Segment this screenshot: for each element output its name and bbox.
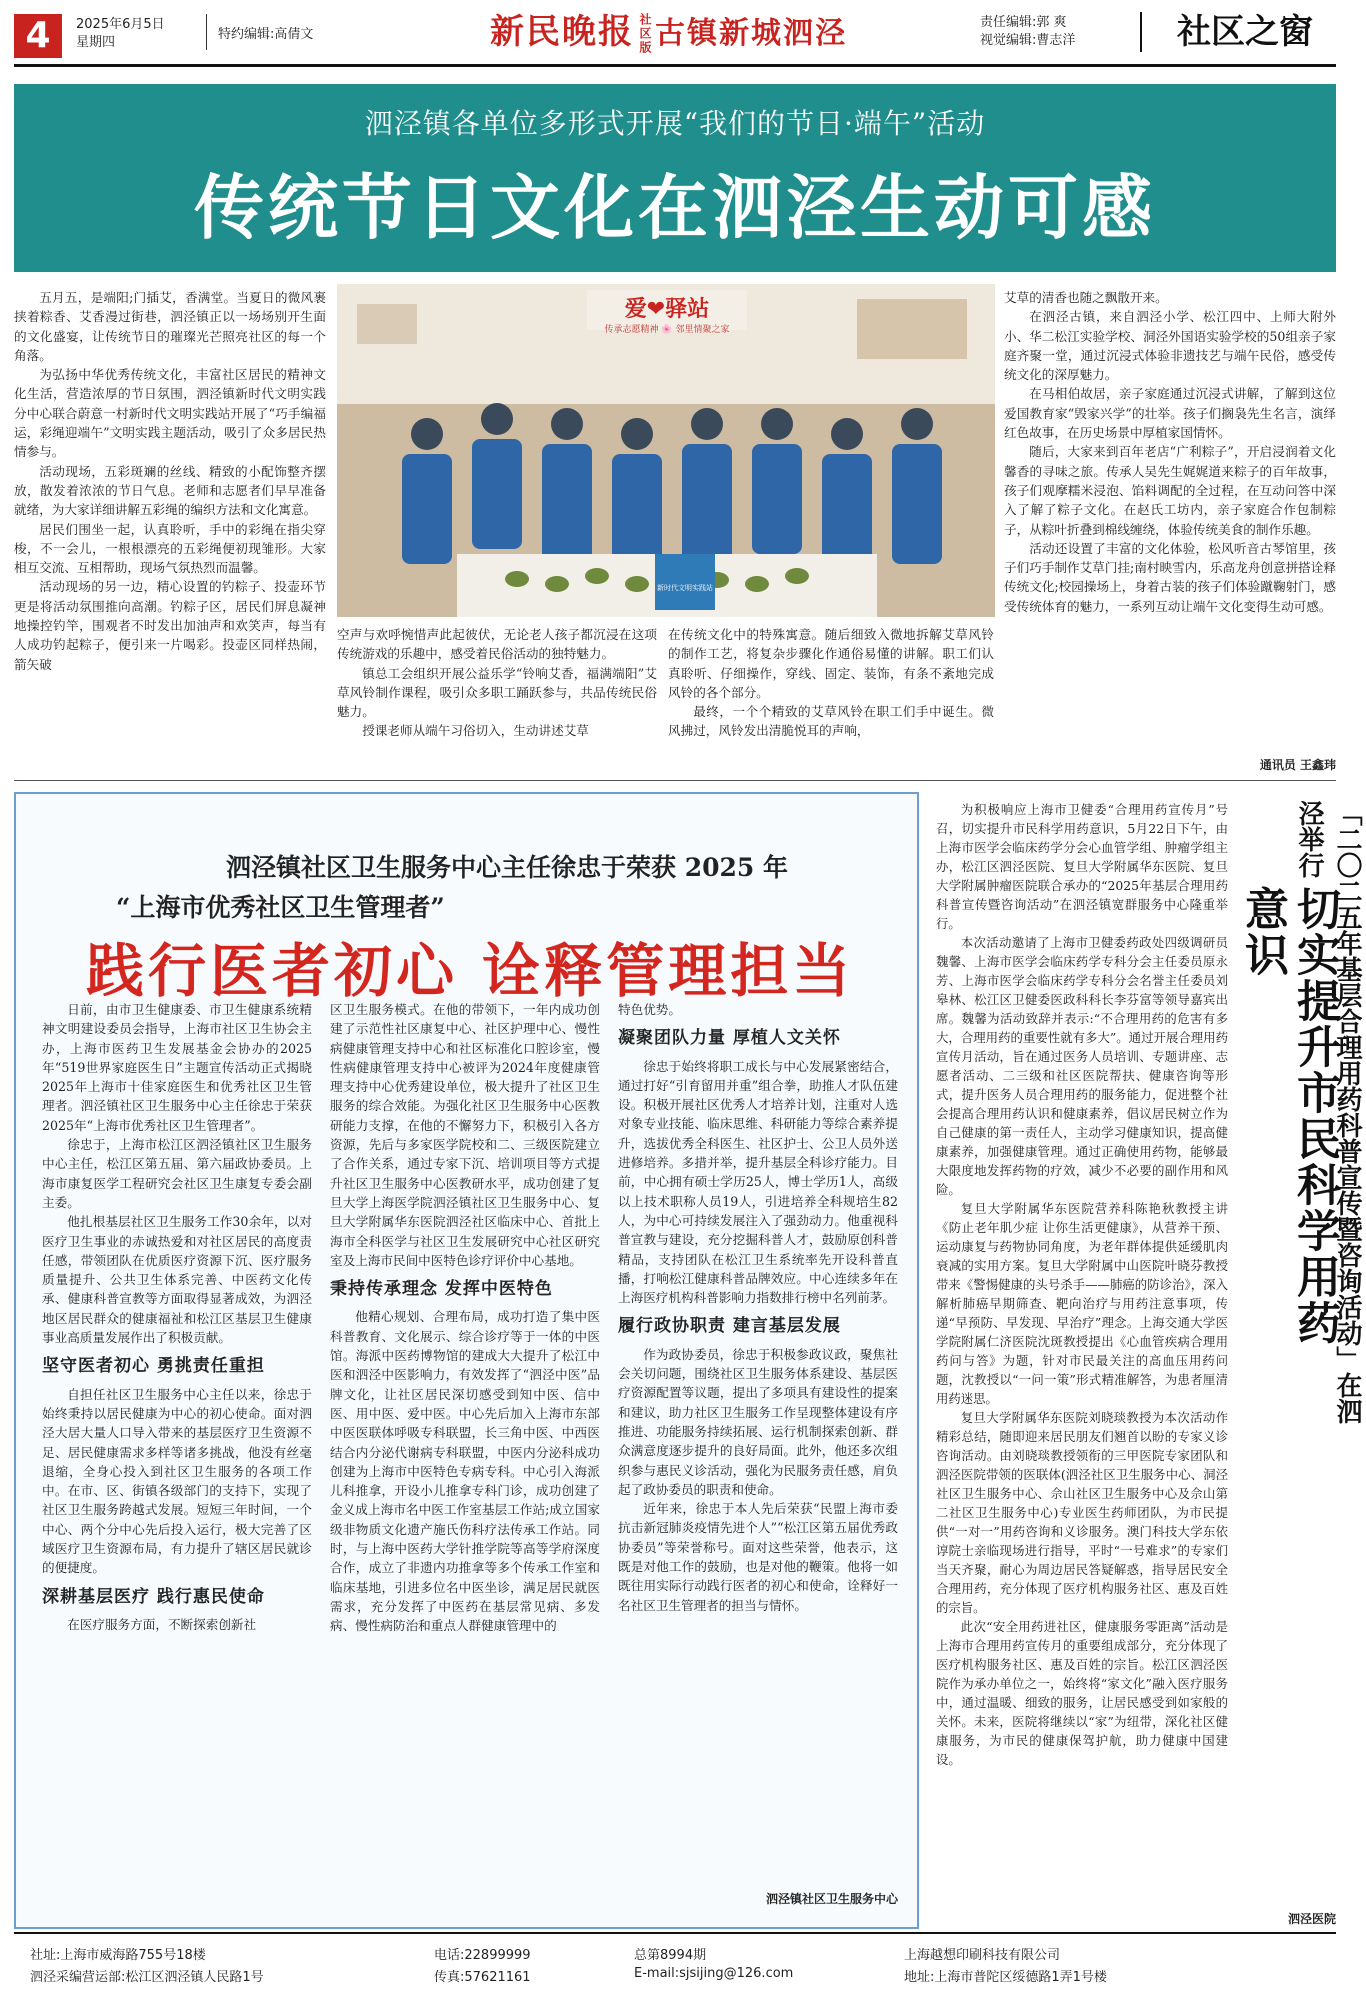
paragraph: 空声与欢呼惋惜声此起彼伏，无论老人孩子都沉浸在这项传统游戏的乐趣中，感受着民俗活动的独特魅力。 [337,627,657,662]
article3-byline: 泗泾医院 [1287,1912,1336,1926]
paragraph: 徐忠于，上海市松江区泗泾镇社区卫生服务中心主任，松江区第五届、第六届政协委员。上海市康复医学工程研究会社区卫生康复专委会副主委。 [42,1137,312,1210]
photo-board: 新时代文明实践站 [657,584,713,592]
masthead-town: 古镇新城泗泾 [655,16,847,51]
paragraph: 最终，一个个精致的艾草风铃在职工们手中诞生。微风拂过，风铃发出清脆悦耳的声响， [668,704,994,739]
photo-sign: 爱❤驿站 [624,297,710,322]
paragraph: 复旦大学附属华东医院营养科陈艳秋教授主讲《防止老年肌少症 让你生活更健康》，从营养干预、运动康复与药物协同角度，为老年群体提供延缓肌肉衰减的实用方案。复旦大学附属中山医院叶晓芬教授带来《警惕健康的头号杀手——肺癌的防诊治》，深入解析肺癌早期筛查、靶向治疗与用药注意事项，传递“早预防、早发现、早治疗”理念。上海交通大学医学院附属仁济医院沈斑教授提出《心血管疾病合理用药问与答》为题，针对市民最关注的高血压用药问题，沈教授以“一问一策”形式精准解答，为患者厘清用药迷思。 [936,1201,1228,1406]
article1-column-3 [668,625,994,772]
header-rule [14,64,1336,67]
paragraph: 随后，大家来到百年老店“广利粽子”，开启浸润着文化馨香的寻味之旅。传承人吴先生娓娓道来粽子的百年故事，孩子们观摩糯米浸泡、馅料调配的全过程，在互动问答中深入了解了粽子文化。在赵氏工坊内，亲子家庭合作包制粽子，从粽叶折叠到棉线缠绕，体验传统美食的制作乐趣。 [1004,444,1336,537]
masthead-title: 新民晚报 [490,12,634,52]
article1-subtitle: 泗泾镇各单位多形式开展“我们的节日·端午”活动 [364,107,986,140]
paragraph: 特色优势。 [618,1002,681,1017]
paragraph: 作为政协委员，徐忠于积极参政议政，聚焦社会关切问题，围绕社区卫生服务体系建设、基层医疗资源配置等议题，提出了多项具有建设性的提案和建议，助力社区卫生服务工作呈现整体建设有序推进、功能服务持续拓展、运行机制探索创新、群众满意度逐步提升的良好局面。此外，他还多次组织参与惠民义诊活动，强化为民服务责任感，肩负起了政协委员的职责和使命。 [618,1346,898,1497]
paragraph: 徐忠于始终将职工成长与中心发展紧密结合，通过打好“引育留用并重”组合拳，助推人才队伍建设。积极开展社区优秀人才培养计划，注重对人选对象专业技能、临床思维、科研能力等综合素养提升，选拔优秀全科医生、社区护士、公卫人员外送进修培养。多措并举，提升基层全科诊疗能力。目前，中心拥有硕士学历25人，博士学历1人，高级以上技术职称人员19人，引进培养全科规培生82人，为中心可持续发展注入了强劲动力。他重视科普宣教与建设，充分挖掘科普人才，鼓励原创科普精品，支持团队在松江卫生系统率先开设科普直播，打响松江健康科普品牌效应。中心连续多年在上海医疗机构科普影响力指数排行榜中名列前茅。 [618,1058,898,1306]
paragraph: 在医疗服务方面，不断探索创新社 [67,1616,257,1632]
article2-title: 践行医者初心 诠释管理担当 [86,937,855,1005]
article2-subtitle-2: “上海市优秀社区卫生管理者” [116,893,445,922]
footer-phone: 电话:22899999 [434,1948,531,1963]
article2-column-3 [618,1000,898,1890]
special-editor: 特约编辑:高倩文 [218,27,314,42]
paragraph: 他精心规划、合理布局，成功打造了集中医科普教育、文化展示、综合诊疗等于一体的中医馆。海派中医药博物馆的建成大大提升了松江中医和泗泾中医影响力，有效发挥了“泗泾中医”品牌文化，让社区居民深切感受到知中医、信中医、用中医、爱中医。中心先后加入上海市东部中医医联体呼吸专科联盟，长三角中医、中西医结合内分泌代谢病专科联盟，中医内分泌科成功创建为上海市中医特色专病专科。中心引入海派儿科推拿，开设小儿推拿专科门诊，成功创建了金义成上海市名中医工作室基层工作站;成立国家级非物质文化遗产施氏伤科疗法传承工作站。同时，与上海中医药大学针推学院等高等学府深度合作，成立了非遗内功推拿等多个传承工作室和临床基地，引进多位名中医坐诊，满足居民就医需求，充分发挥了中医药在基层常见病、多发病、慢性病防治和重点人群健康管理中的 [330,1309,600,1634]
footer-fax: 传真:57621161 [434,1970,531,1985]
footer-email: E-mail:sjsijing@126.com [634,1966,794,1981]
paragraph: 授课老师从端午习俗切入，生动讲述艾草 [362,723,589,739]
issue-date [76,16,186,52]
paragraph: 区卫生服务模式。在他的带领下，一年内成功创建了示范性社区康复中心、社区护理中心、慢性病健康管理支持中心和社区标准化口腔诊室，慢性病健康管理支持中心被评为2024年度健康管理支持中心优秀建设单位，极大提升了社区卫生服务的综合效能。为强化社区卫生服务中心医教研能力支撑，在他的不懈努力下，积极引入各方资源，先后与多家医学院校和二、三级医院建立了合作关系，通过专家下沉、培训项目等方式提升社区卫生服务中心医教研水平，成功创建了复旦大学上海医学院泗泾镇社区卫生服务中心、复旦大学附属华东医院泗泾社区临床中心、首批上海市全科医学与社区卫生发展研究中心社区研究室及上海市民间中医特色诊疗评价中心基地。 [330,1002,600,1268]
paragraph: 为弘扬中华优秀传统文化，丰富社区居民的精神文化生活，营造浓厚的节日氛围，泗泾镇新时代文明实践分中心联合蔚意一村新时代文明实践站开展了“巧手编福运，彩绳迎端午”文明实践主题活动，吸引了众多居民热情参与。 [14,367,326,460]
article3-title-small-text: 「二〇二五年基层合理用药科普宣传暨咨询活动」在泗泾举行 [1294,800,1362,1424]
article2-byline: 泗泾镇社区卫生服务中心 [765,1892,898,1906]
footer-station: 泗泾采编营运部:松江区泗泾镇人民路1号 [30,1970,264,1985]
article3-body [936,800,1228,1910]
footer [14,1940,1336,1990]
article2-subhead: 秉持传承理念 发挥中医特色 [330,1279,553,1300]
footer-issue: 总第8994期 [634,1948,707,1963]
paragraph: 镇总工会组织开展公益乐学“铃响艾香，福满端阳”艾草风铃制作课程，吸引众多职工踊跃参与，共品传统民俗魅力。 [337,665,657,720]
paragraph: 在马相伯故居，亲子家庭通过沉浸式讲解，了解到这位爱国教育家“毁家兴学”的壮举。孩子们搁袅先生名言，演绎红色故事，在历史场景中厚植家国情怀。 [1004,386,1336,441]
article2-subhead: 坚守医者初心 勇挑责任重担 [42,1356,265,1377]
paragraph: 为积极响应上海市卫健委“合理用药宣传月”号召，切实提升市民科学用药意识，5月22日下午，由上海市医学会临床药学分会心血管学组、肿瘤学组主办，松江区泗泾医院、复旦大学附属华东医院、复旦大学附属肿瘤医院联合承办的“2025年基层合理用药科普宣传暨咨询活动”在泗泾镇宽群服务中心隆重举行。 [936,802,1228,931]
page-number: 4 [14,14,62,58]
article1-byline: 通讯员 王鑫玮 [1259,758,1336,772]
article3-title-big-text: 切实提升市民科学用药意识 [1237,886,1340,1346]
section-name: 社区之窗 [1177,12,1313,52]
article1-column-4 [1004,288,1336,754]
paragraph: 活动还设置了丰富的文化体验，松风听音古琴馆里，孩子们巧手制作艾草门挂;南村映雪内，乐高龙舟创意拼搭诠释传统文化;校园操场上，身着古装的孩子们体验蹴鞠射门，感受传统体育的魅力，一系列互动让端午文化变得生动可感。 [1004,540,1336,614]
paragraph: 在传统文化中的特殊寓意。随后细致入微地拆解艾草风铃的制作工艺，将复杂步骤化作通俗易懂的讲解。职工们认真聆听、仔细操作，穿线、固定、装饰，有条不紊地完成风铃的各个部分。 [668,627,994,700]
article1-banner [14,84,1336,272]
footer-address: 社址:上海市威海路755号18楼 [30,1948,206,1963]
article1-title: 传统节日文化在泗泾生动可感 [194,167,1156,249]
paragraph: 此次“安全用药进社区，健康服务零距离”活动是上海市合理用药宣传月的重要组成部分，充分体现了医疗机构服务社区、惠及百姓的宗旨。松江区泗泾医院作为承办单位之一，始终将“家文化”融入医疗服务中，通过温暖、细致的服务，让居民感受到如家般的关怀。未来，医院将继续以“家”为纽带，深化社区健康服务，为市民的健康保驾护航，助力健康中国建设。 [936,1619,1228,1767]
paragraph: 近年来，徐忠于本人先后荣获“民盟上海市委抗击新冠肺炎疫情先进个人”“松江区第五届优秀政协委员”等荣誉称号。面对这些荣誉，他表示，这既是对他工作的鼓励，也是对他的鞭策。他将一如既往用实际行动践行医者的初心和使命，诠释好一名社区卫生管理者的担当与情怀。 [618,1501,898,1613]
paragraph: 自担任社区卫生服务中心主任以来，徐忠于始终秉持以居民健康为中心的初心使命。面对泗泾大居大量人口导入带来的基层医疗卫生资源不足、居民健康需求多样等诸多挑战，他没有丝毫退缩，全身心投入到社区卫生服务的各项工作中。在市、区、街镇各级部门的支持下，实现了社区卫生服务跨越式发展。短短三年时间，一个中心、两个分中心先后投入运行，极大完善了区域医疗卫生资源布局，有力提升了辖区居民就诊的便捷度。 [42,1386,312,1576]
paragraph: 艾草的清香也随之飘散开来。 [1004,290,1168,305]
paragraph: 在泗泾古镇，来自泗泾小学、松江四中、上师大附外小、华二松江实验学校、洞泾外国语实验学校的50组亲子家庭齐聚一堂，通过沉浸式体验非遗技艺与端午民俗，感受传统文化的深厚魅力。 [1004,309,1336,383]
photo-banner: 传承志愿精神 🌸 邻里情聚之家 [604,325,730,335]
weekday: 星期四 [76,35,116,50]
article2-subtitle-1: 泗泾镇社区卫生服务中心主任徐忠于荣获 2025 年 [226,853,788,882]
editors [980,14,1130,50]
paragraph: 本次活动邀请了上海市卫健委药政处四级调研员魏馨、上海市医学会临床药学专科分会主任委员原永芳、上海市医学会临床药学专科分会名誉主任委员刘皋林、松江区卫健委医政科科长李芬富等领导嘉宾出席。魏馨为活动致辞并表示:“不合理用药的危害有多大，合理用药的重要性就有多大”。通过开展合理用药宣传月活动，旨在通过医务人员培训、专题讲座、志愿者活动、二三级和社区医院帮扶、健康咨询等形式，提升医务人员合理用药的服务能力，促进整个社会提高合理用药认识和健康素养，倡议居民树立作为自己健康的第一责任人，主动学习健康知识，提高健康素养，加强健康管理。通过正确使用药物，能够最大限度地发挥药物的疗效，减少不必要的副作用和风险。 [936,935,1228,1197]
article1-photo [337,284,995,617]
article1-column-2 [337,625,657,772]
masthead [490,8,920,56]
paragraph: 复旦大学附属华东医院刘晓琰教授为本次活动作精彩总结，随即迎来居民朋友们翘首以盼的专家义诊咨询活动。由刘晓琰教授领衔的三甲医院专家团队和泗泾医院带领的医联体(泗泾社区卫生服务中心、洞泾社区卫生服务中心、佘山社区卫生服务中心及佘山第二社区卫生服务中心)专业医生药师团队，为市民提供“一对一”用药咨询和义诊服务。澳门科技大学东依谆院士亲临现场进行指导，平时“一号难求”的专家们当天齐聚，耐心为周边居民答疑解惑，指导居民安全合理用药，充分体现了医疗机构服务社区、惠及百姓的宗旨。 [936,1410,1228,1615]
footer-printer-address: 地址:上海市普陀区绥德路1弄1号楼 [904,1970,1107,1985]
paragraph: 日前，由市卫生健康委、市卫生健康系统精神文明建设委员会指导，上海市社区卫生协会主办，上海市医药卫生发展基金会协办的2025年“519世界家庭医生日”主题宣传活动正式揭晓2025年上海市十佳家庭医生和优秀社区卫生管理者。泗泾镇社区卫生服务中心主任徐忠于荣获2025年“上海市优秀社区卫生管理者”。 [42,1002,312,1133]
paragraph: 五月五，是端阳;门插艾，香满堂。当夏日的微风裹挟着粽香、艾香漫过街巷，泗泾镇正以一场场别开生面的文化盛宴，让传统节日的璀璨光芒照亮社区的每一个角落。 [14,290,326,363]
paragraph: 活动现场，五彩斑斓的丝线、精致的小配饰整齐摆放，散发着浓浓的节日气息。老师和志愿者们早早准备就绪，为大家详细讲解五彩绳的编织方法和文化寓意。 [14,463,326,518]
responsible-editor: 责任编辑:郭 爽 [980,15,1067,30]
article2-subhead: 履行政协职责 建言基层发展 [618,1316,841,1337]
visual-editor: 视觉编辑:曹志洋 [980,33,1076,48]
article2-headline [56,832,896,1005]
article2-subhead: 凝聚团队力量 厚植人文关怀 [618,1028,841,1049]
article2-column-2 [330,1000,600,1915]
paragraph: 活动现场的另一边，精心设置的钓粽子、投壶环节更是将活动氛围推向高潮。钓粽子区，居民们屏息凝神地操控钓竿，围观者不时发出加油声和欢笑声，每当有人成功钓起粽子，便引来一片喝彩。投壶区同样热闹，箭矢破 [14,579,326,672]
article1-column-1 [14,288,326,770]
article2-subhead: 深耕基层医疗 践行惠民使命 [42,1586,265,1607]
article3-overflow [1240,1380,1336,1910]
date: 2025年6月5日 [76,17,165,32]
footer-printer: 上海越想印刷科技有限公司 [904,1948,1061,1963]
paragraph: 他扎根基层社区卫生服务工作30余年，以对医疗卫生事业的赤诚热爱和对社区居民的高度责任感，带领团队在优质医疗资源下沉、医疗服务质量提升、公共卫生体系完善、中医药文化传承、健康科普宣教等方面取得显著成效，为泗泾地区居民群众的健康福祉和松江区基层卫生健康事业高质量发展作出了积极贡献。 [42,1214,312,1346]
article2-column-1 [42,1000,312,1915]
masthead-sub: 社区版 [638,13,652,55]
paragraph: 居民们围坐一起，认真聆听，手中的彩绳在指尖穿梭，不一会儿，一根根漂亮的五彩绳便初现雏形。大家相互交流、互相帮助，现场气氛热烈而温馨。 [14,521,326,576]
